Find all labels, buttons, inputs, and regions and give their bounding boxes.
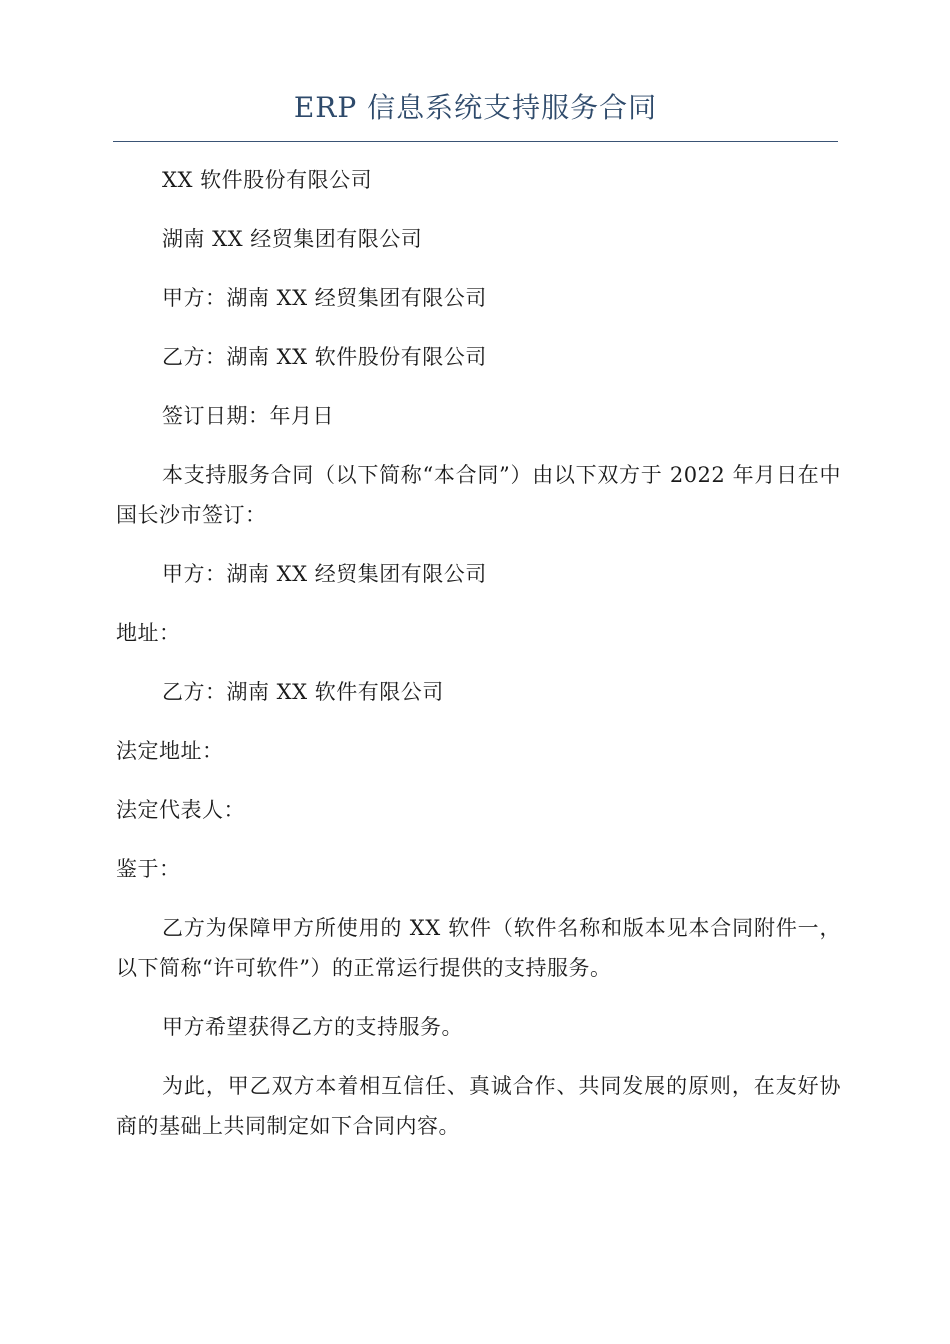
paragraph-party-b-detail: 乙方：湖南 XX 软件有限公司 xyxy=(162,680,444,704)
paragraph-party-a-wish: 甲方希望获得乙方的支持服务。 xyxy=(162,1015,463,1039)
title-underline xyxy=(113,141,838,142)
paragraph-legal-representative: 法定代表人： xyxy=(116,798,245,822)
paragraph-whereas: 鉴于： xyxy=(116,857,181,881)
paragraph-contract-intro: 本支持服务合同（以下简称“本合同”）由以下双方于 2022 年月日在中国长沙市签订： xyxy=(116,463,841,527)
paragraph-legal-address: 法定地址： xyxy=(116,739,224,763)
document-body xyxy=(116,160,841,1165)
paragraph-party-a: 甲方：湖南 XX 经贸集团有限公司 xyxy=(162,286,487,310)
document-title: ERP 信息系统支持服务合同 xyxy=(293,91,658,124)
paragraph-company-b: XX 软件股份有限公司 xyxy=(162,168,373,192)
paragraph-party-b: 乙方：湖南 XX 软件股份有限公司 xyxy=(162,345,487,369)
paragraph-company-a: 湖南 XX 经贸集团有限公司 xyxy=(162,227,423,251)
paragraph-support-scope: 乙方为保障甲方所使用的 XX 软件（软件名称和版本见本合同附件一，以下简称“许可软件”）的正常运行提供的支持服务。 xyxy=(116,916,841,980)
paragraph-agreement: 为此，甲乙双方本着相互信任、真诚合作、共同发展的原则，在友好协商的基础上共同制定如下合同内容。 xyxy=(116,1074,841,1138)
paragraph-address: 地址： xyxy=(116,621,181,645)
paragraph-party-a-detail: 甲方：湖南 XX 经贸集团有限公司 xyxy=(162,562,487,586)
paragraph-signing-date: 签订日期：年月日 xyxy=(162,404,334,428)
